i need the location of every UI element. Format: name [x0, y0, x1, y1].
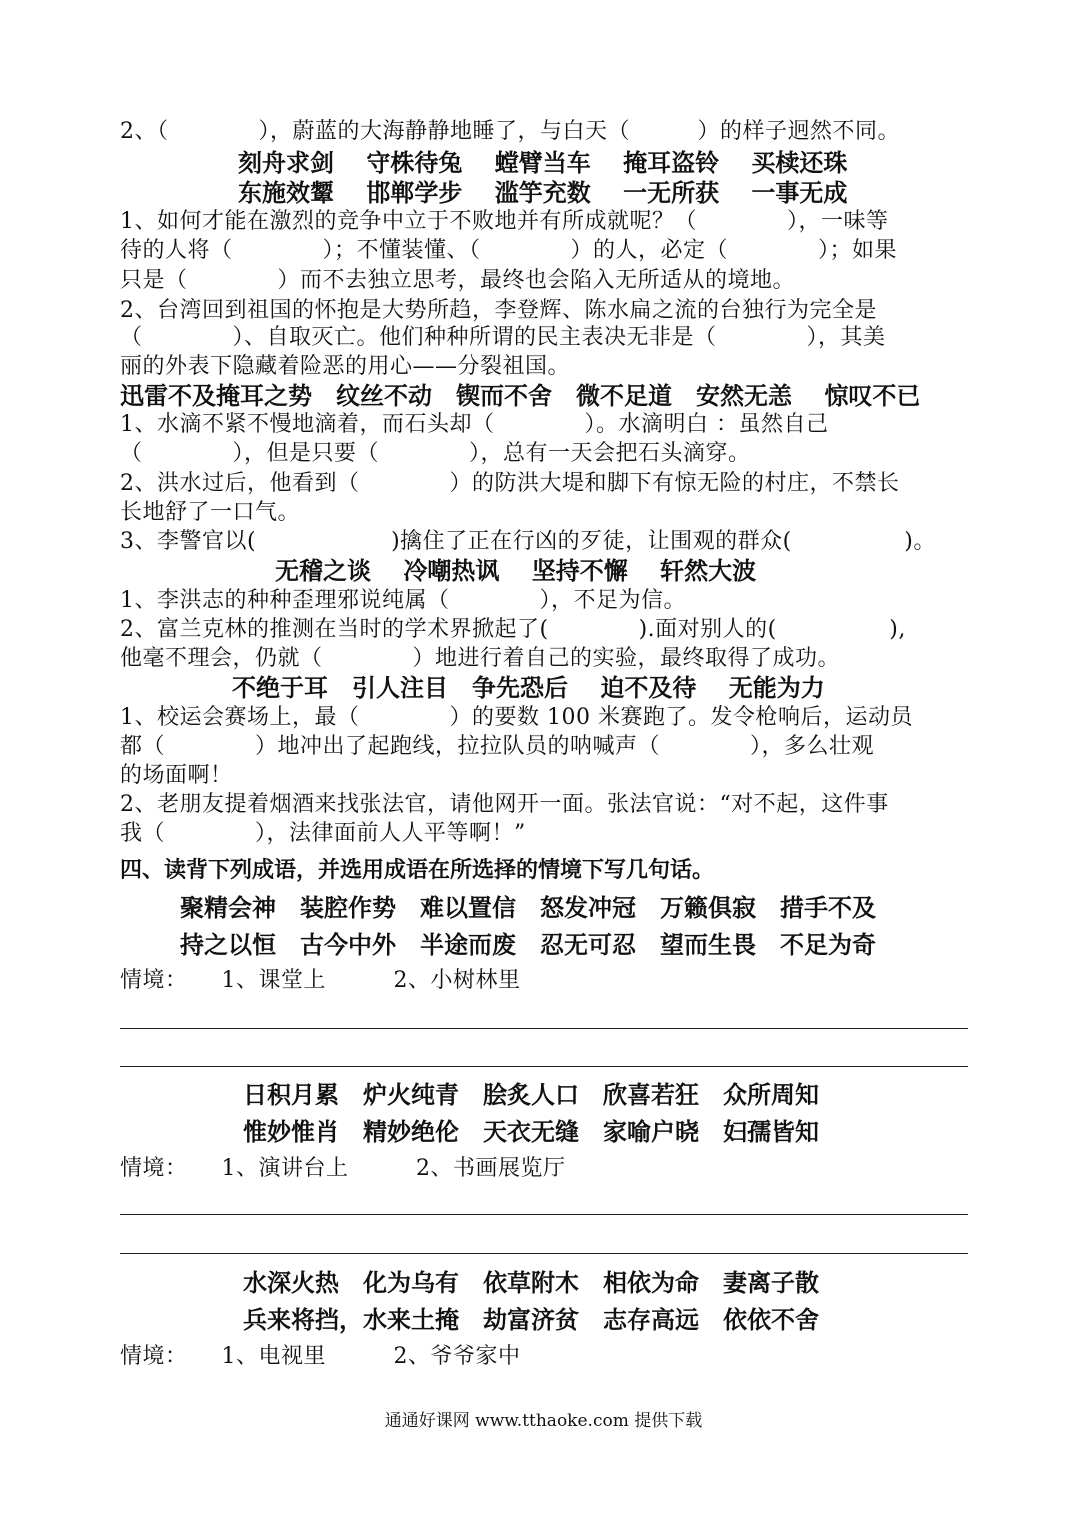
idiom-row: 无稽之谈 冷嘲热讽 坚持不懈 轩然大波 — [275, 557, 757, 585]
idiom-row: 持之以恒 古今中外 半途而废 忍无可忍 望而生畏 不足为奇 — [180, 931, 876, 959]
idiom-row: 不绝于耳 引人注目 争先恐后 迫不及待 无能为力 — [232, 674, 825, 702]
text-line: 我（ ），法律面前人人平等啊！” — [120, 821, 526, 846]
scenario-line: 情境： 1、电视里 2、爷爷家中 — [120, 1344, 521, 1369]
section-heading: 四、读背下列成语，并选用成语在所选择的情境下写几句话。 — [120, 857, 715, 883]
text-line: （ ）、自取灭亡。他们种种所谓的民主表决无非是（ ），其美 — [120, 325, 886, 350]
idiom-row: 东施效颦 邯郸学步 滥竽充数 一无所获 一事无成 — [238, 179, 848, 207]
answer-line[interactable] — [120, 1066, 968, 1067]
text-line: 1、如何才能在激烈的竞争中立于不败地并有所成就呢？（ ），一味等 — [120, 209, 889, 234]
text-line: 的场面啊！ — [120, 763, 233, 788]
answer-line[interactable] — [120, 1214, 968, 1215]
idiom-row: 兵来将挡，水来土掩 劫富济贫 志存高远 依依不舍 — [243, 1306, 819, 1334]
text-line: 丽的外表下隐藏着险恶的用心——分裂祖国。 — [120, 354, 571, 379]
text-line: 1、校运会赛场上，最（ ）的要数 100 米赛跑了。发令枪响后，运动员 — [120, 705, 913, 730]
text-line: 2、老朋友提着烟酒来找张法官，请他网开一面。张法官说：“对不起，这件事 — [120, 792, 889, 817]
text-line: 待的人将（ ）；不懂装懂、（ ）的人，必定（ ）；如果 — [120, 238, 898, 263]
text-line: 1、水滴不紧不慢地滴着，而石头却（ ）。水滴明白 ：虽然自己 — [120, 412, 829, 437]
idiom-row: 日积月累 炉火纯青 脍炙人口 欣喜若狂 众所周知 — [243, 1081, 819, 1109]
text-line: 只是（ ）而不去独立思考，最终也会陷入无所适从的境地。 — [120, 268, 796, 293]
idiom-row: 惟妙惟肖 精妙绝伦 天衣无缝 家喻户晓 妇孺皆知 — [243, 1118, 819, 1146]
text-line: 2、洪水过后，他看到（ ）的防洪大堤和脚下有惊无险的村庄，不禁长 — [120, 471, 900, 496]
page-footer: 通通好课网 www.tthaoke.com 提供下载 — [384, 1411, 703, 1431]
idiom-row: 刻舟求剑 守株待兔 螳臂当车 掩耳盗铃 买椟还珠 — [238, 149, 848, 177]
idiom-row: 聚精会神 装腔作势 难以置信 怒发冲冠 万籁俱寂 措手不及 — [180, 894, 876, 922]
answer-line[interactable] — [120, 1028, 968, 1029]
scenario-line: 情境： 1、课堂上 2、小树林里 — [120, 968, 521, 993]
answer-line[interactable] — [120, 1253, 968, 1254]
text-line: 2、（ ），蔚蓝的大海静静地睡了，与白天（ ）的样子迥然不同。 — [120, 119, 900, 144]
text-line: 都（ ）地冲出了起跑线，拉拉队员的呐喊声（ ），多么壮观 — [120, 734, 875, 759]
text-line: 2、富兰克林的推测在当时的学术界掀起了( ).面对别人的( ), — [120, 617, 906, 642]
idiom-row: 水深火热 化为乌有 依草附木 相依为命 妻离子散 — [243, 1269, 819, 1297]
text-line: 长地舒了一口气。 — [120, 500, 301, 525]
scenario-line: 情境： 1、演讲台上 2、书画展览厅 — [120, 1156, 566, 1181]
idiom-row: 迅雷不及掩耳之势 纹丝不动 锲而不舍 微不足道 安然无恙 惊叹不已 — [120, 382, 921, 410]
text-line: 2、台湾回到祖国的怀抱是大势所趋，李登辉、陈水扁之流的台独行为完全是 — [120, 298, 877, 323]
text-line: 他毫不理会，仍就（ ）地进行着自己的实验，最终取得了成功。 — [120, 646, 841, 671]
text-line: （ ），但是只要（ ），总有一天会把石头滴穿。 — [120, 441, 751, 466]
text-line: 1、李洪志的种种歪理邪说纯属（ ），不足为信。 — [120, 588, 686, 613]
text-line: 3、李警官以( )擒住了正在行凶的歹徒，让围观的群众( )。 — [120, 529, 936, 554]
